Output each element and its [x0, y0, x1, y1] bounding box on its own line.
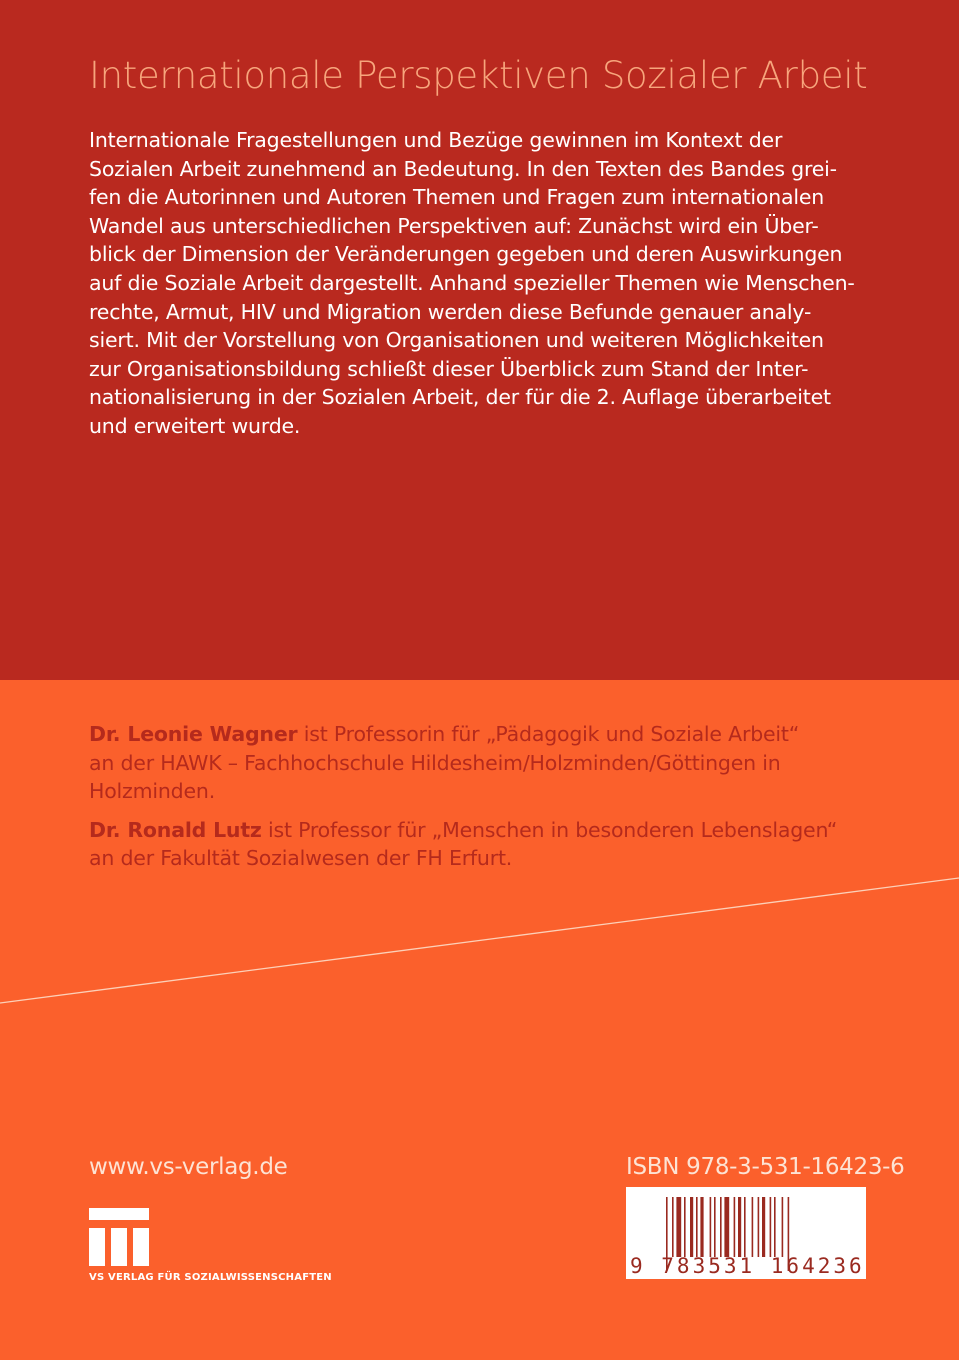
- blurb-line: rechte, Armut, HIV und Migration werden diese Befunde genauer analy-: [89, 299, 812, 324]
- bio-line: an der Fakultät Sozialwesen der FH Erfurt.: [89, 846, 513, 870]
- blurb-line: auf die Soziale Arbeit dargestellt. Anhand spezieller Themen wie Menschen-: [89, 270, 855, 295]
- blurb-line: Internationale Fragestellungen und Bezüge gewinnen im Kontext der: [89, 128, 783, 152]
- blurb-text: [89, 126, 855, 441]
- blurb-line: Sozialen Arbeit zunehmend an Bedeutung. In den Texten des Bandes grei-: [89, 156, 837, 181]
- publisher-logo-text: VS VERLAG FÜR SOZIALWISSENSCHAFTEN: [89, 1272, 332, 1283]
- bio-line: Holzminden.: [89, 779, 216, 803]
- author-name: Dr. Ronald Lutz: [89, 817, 262, 842]
- website-link[interactable]: www.vs-verlag.de: [89, 1154, 288, 1180]
- barcode-digits: 9 783531 164236: [630, 1254, 865, 1278]
- bio-line: ist Professor für „Menschen in besonderen Lebenslagen“: [261, 817, 838, 842]
- blurb-line: Wandel aus unterschiedlichen Perspektiven auf: Zunächst wird ein Über-: [89, 213, 819, 238]
- blurb-line: nationalisierung in der Sozialen Arbeit, der für die 2. Auflage überarbeitet: [89, 385, 831, 410]
- isbn-label: ISBN 978-3-531-16423-6: [626, 1154, 905, 1180]
- blurb-line: fen die Autorinnen und Autoren Themen und Fragen zum internationalen: [89, 185, 825, 210]
- blurb-line: und erweitert wurde.: [89, 413, 301, 438]
- blurb-line: blick der Dimension der Veränderungen gegeben und deren Auswirkungen: [89, 242, 843, 267]
- book-title: Internationale Perspektiven Sozialer Arbeit: [89, 54, 868, 97]
- publisher-logo-icon: [89, 1208, 151, 1266]
- blurb-line: zur Organisationsbildung schließt dieser Überblick zum Stand der Inter-: [89, 356, 809, 381]
- author-name: Dr. Leonie Wagner: [89, 722, 298, 746]
- bio-line: an der HAWK – Fachhochschule Hildesheim/Holzminden/Göttingen in: [89, 750, 781, 775]
- bio-line: ist Professorin für „Pädagogik und Soziale Arbeit“: [297, 722, 800, 746]
- author-bio: [89, 720, 837, 806]
- blurb-line: siert. Mit der Vorstellung von Organisationen und weiteren Möglichkeiten: [89, 328, 824, 353]
- author-bio: [89, 816, 837, 873]
- author-bios: [89, 720, 837, 883]
